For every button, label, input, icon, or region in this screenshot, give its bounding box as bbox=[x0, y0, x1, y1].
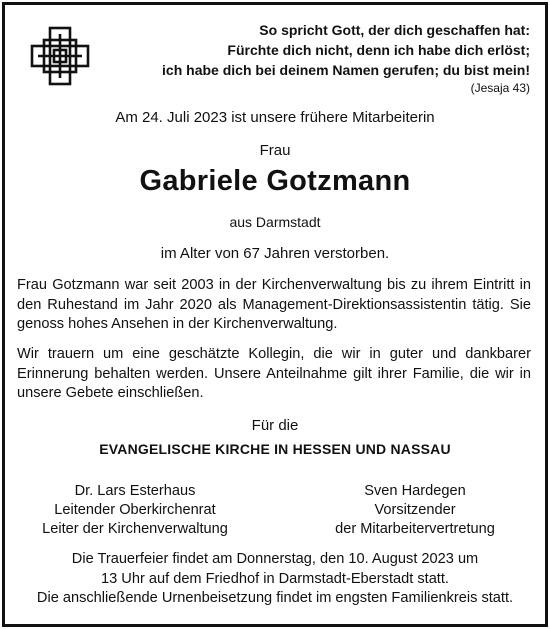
signatory-role: Vorsitzender bbox=[374, 502, 456, 518]
quote-line: So spricht Gott, der dich geschaffen hat: bbox=[259, 22, 530, 38]
signatory-role: der Mitarbeitervertretung bbox=[335, 521, 495, 537]
condolence-paragraph: Wir trauern um eine geschätzte Kollegin, die wir in guter und dankbarer Erinnerung behalten werden. Unsere Anteilnahme gilt ihrer Familie, die wir in unsere Gebete einschließen. bbox=[17, 346, 531, 401]
for-label: Für die bbox=[251, 417, 299, 434]
quote-line: Fürchte dich nicht, denn ich habe dich erlöst; bbox=[227, 42, 530, 58]
cross-emblem-icon bbox=[30, 26, 90, 86]
signature-right bbox=[300, 482, 530, 539]
organization-name: EVANGELISCHE KIRCHE IN HESSEN UND NASSAU bbox=[99, 441, 451, 457]
origin-line: aus Darmstadt bbox=[229, 214, 321, 230]
signature-left bbox=[20, 482, 250, 539]
funeral-line: Die anschließende Urnenbeisetzung findet im engsten Familienkreis statt. bbox=[36, 590, 514, 606]
signatory-name: Sven Hardegen bbox=[364, 483, 466, 499]
funeral-line: 13 Uhr auf dem Friedhof in Darmstadt-Eberstadt statt. bbox=[101, 570, 449, 587]
quote-line: ich habe dich bei deinem Namen gerufen; du bist mein! bbox=[162, 62, 530, 78]
intro-line: Am 24. Juli 2023 ist unsere frühere Mitarbeiterin bbox=[115, 109, 435, 126]
age-line: im Alter von 67 Jahren verstorben. bbox=[160, 245, 390, 262]
signatory-role: Leiter der Kirchenverwaltung bbox=[42, 521, 228, 537]
signatory-name: Dr. Lars Esterhaus bbox=[74, 483, 196, 499]
bible-quote bbox=[110, 20, 530, 96]
deceased-name: Gabriele Gotzmann bbox=[139, 165, 411, 197]
salutation: Frau bbox=[259, 142, 291, 159]
signatory-role: Leitender Oberkirchenrat bbox=[54, 502, 216, 518]
funeral-info bbox=[0, 550, 550, 609]
funeral-line: Die Trauerfeier findet am Donnerstag, den 10. August 2023 um bbox=[71, 551, 479, 567]
quote-source: (Jesaja 43) bbox=[470, 81, 530, 95]
career-paragraph: Frau Gotzmann war seit 2003 in der Kirchenverwaltung bis zu ihrem Eintritt in den Ruhestand im Jahr 2020 als Management-Direktionsassistentin tätig. Sie genoss hohes Ansehen in der Kirchenverwaltung. bbox=[17, 277, 531, 332]
